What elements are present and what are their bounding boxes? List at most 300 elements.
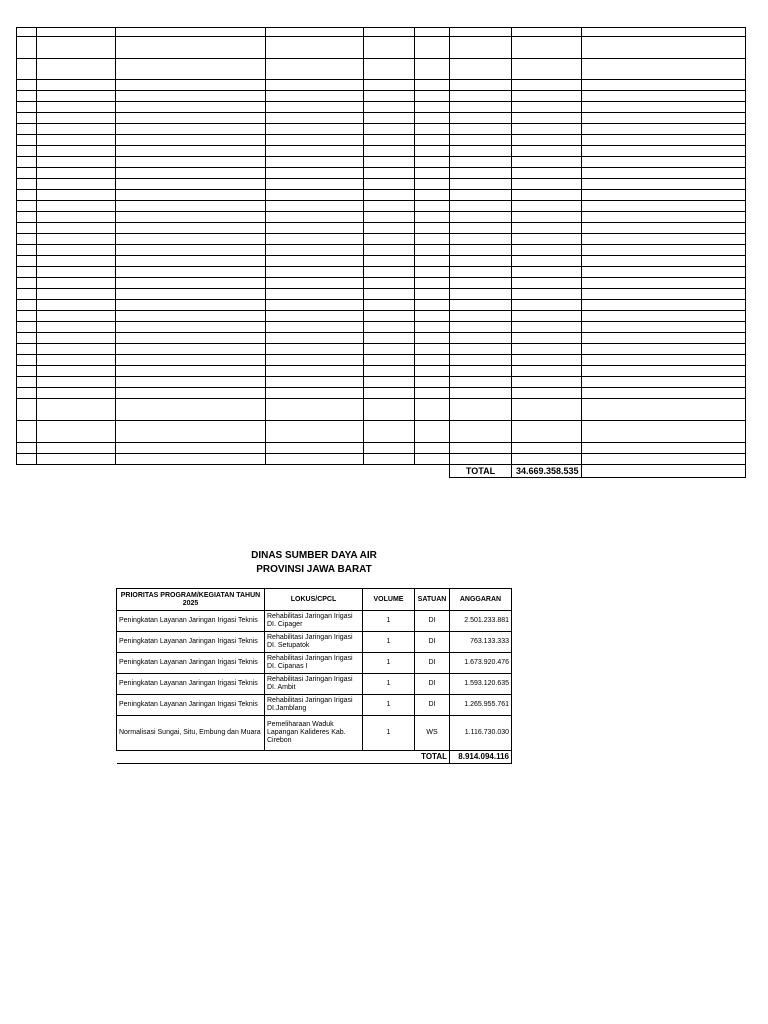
grid-cell [415, 322, 450, 333]
grid-cell [37, 355, 116, 366]
grid-cell [116, 201, 266, 212]
grid-cell [582, 377, 746, 388]
grid-cell [116, 366, 266, 377]
total-spacer [117, 751, 265, 764]
grid-cell [116, 91, 266, 102]
grid-cell [415, 28, 450, 37]
grid-cell [582, 37, 746, 59]
grid-row [17, 201, 746, 212]
grid-cell [364, 300, 415, 311]
grid-cell [582, 454, 746, 465]
grid-cell [116, 190, 266, 201]
grid-cell [450, 113, 512, 124]
grid-cell [37, 234, 116, 245]
grid-cell [415, 366, 450, 377]
grid-cell [582, 256, 746, 267]
grid-cell [364, 157, 415, 168]
grid-cell [364, 223, 415, 234]
grid-cell [450, 124, 512, 135]
grid-cell [17, 399, 37, 421]
grid-cell [17, 333, 37, 344]
satuan-cell: DI [415, 674, 450, 695]
header-lokus: LOKUS/CPCL [265, 589, 363, 611]
grid-cell [512, 377, 582, 388]
volume-cell: 1 [363, 716, 415, 751]
grid-cell [17, 212, 37, 223]
grid-cell [364, 366, 415, 377]
grid-cell [266, 212, 364, 223]
grid-cell [116, 267, 266, 278]
grid-cell [582, 245, 746, 256]
grid-cell [37, 135, 116, 146]
grid-cell [266, 146, 364, 157]
grid-cell [17, 179, 37, 190]
grid-cell [116, 322, 266, 333]
grid-cell [415, 344, 450, 355]
grid-cell [512, 366, 582, 377]
grid-cell [415, 59, 450, 80]
grid-cell [364, 91, 415, 102]
grid-cell [17, 355, 37, 366]
satuan-cell: DI [415, 653, 450, 674]
grid-cell [582, 179, 746, 190]
grid-row [17, 113, 746, 124]
grid-cell [450, 355, 512, 366]
lokus-cell: Rehabilitasi Jaringan Irigasi DI. Ambit [265, 674, 363, 695]
grid-row [17, 267, 746, 278]
total-spacer [363, 751, 415, 764]
total-spacer [266, 465, 364, 478]
grid-cell [512, 124, 582, 135]
grid-row [17, 80, 746, 91]
grid-cell [266, 388, 364, 399]
grid-cell [582, 146, 746, 157]
satuan-cell: DI [415, 695, 450, 716]
grid-row [17, 333, 746, 344]
grid-cell [364, 421, 415, 443]
grid-cell [450, 366, 512, 377]
header-program: PRIORITAS PROGRAM/KEGIATAN TAHUN 2025 [117, 589, 265, 611]
program-cell: Peningkatan Layanan Jaringan Irigasi Teknis [117, 674, 265, 695]
grid-cell [450, 102, 512, 113]
grid-cell [266, 157, 364, 168]
grid-row [17, 278, 746, 289]
grid-row [17, 344, 746, 355]
grid-cell [512, 168, 582, 179]
grid-cell [450, 399, 512, 421]
grid-cell [266, 245, 364, 256]
grid-cell [450, 256, 512, 267]
upper-grid-table [16, 27, 746, 478]
grid-cell [415, 388, 450, 399]
upper-total-label: TOTAL [450, 465, 512, 478]
grid-cell [450, 421, 512, 443]
grid-cell [116, 168, 266, 179]
grid-row [17, 91, 746, 102]
grid-cell [582, 355, 746, 366]
grid-cell [364, 333, 415, 344]
grid-cell [266, 223, 364, 234]
grid-cell [364, 146, 415, 157]
grid-cell [17, 256, 37, 267]
grid-cell [37, 201, 116, 212]
grid-cell [37, 190, 116, 201]
grid-cell [512, 201, 582, 212]
grid-cell [415, 311, 450, 322]
grid-cell [415, 179, 450, 190]
grid-cell [512, 289, 582, 300]
agency-name-heading: DINAS SUMBER DAYA AIR [251, 550, 377, 561]
grid-row [17, 399, 746, 421]
grid-cell [116, 124, 266, 135]
grid-cell [364, 168, 415, 179]
grid-cell [450, 168, 512, 179]
grid-cell [415, 223, 450, 234]
grid-cell [37, 113, 116, 124]
grid-cell [17, 322, 37, 333]
grid-row [17, 454, 746, 465]
grid-cell [116, 223, 266, 234]
grid-cell [17, 388, 37, 399]
grid-cell [266, 300, 364, 311]
grid-cell [415, 399, 450, 421]
total-spacer [116, 465, 266, 478]
grid-cell [450, 146, 512, 157]
grid-row [17, 366, 746, 377]
grid-cell [512, 399, 582, 421]
grid-cell [116, 113, 266, 124]
grid-cell [266, 322, 364, 333]
grid-cell [266, 399, 364, 421]
grid-cell [37, 245, 116, 256]
grid-cell [116, 80, 266, 91]
grid-row [17, 289, 746, 300]
table-row [117, 674, 512, 695]
grid-cell [415, 289, 450, 300]
grid-cell [17, 223, 37, 234]
grid-cell [17, 124, 37, 135]
grid-cell [512, 135, 582, 146]
grid-cell [266, 190, 364, 201]
grid-cell [364, 355, 415, 366]
grid-cell [17, 91, 37, 102]
grid-cell [450, 377, 512, 388]
program-cell: Peningkatan Layanan Jaringan Irigasi Teknis [117, 632, 265, 653]
grid-cell [450, 234, 512, 245]
grid-cell [37, 124, 116, 135]
table-row [117, 653, 512, 674]
grid-cell [37, 179, 116, 190]
grid-cell [364, 322, 415, 333]
grid-cell [415, 157, 450, 168]
grid-cell [415, 37, 450, 59]
grid-cell [37, 256, 116, 267]
budget-total-row [117, 751, 512, 764]
grid-cell [266, 102, 364, 113]
grid-cell [512, 311, 582, 322]
grid-cell [17, 28, 37, 37]
grid-cell [512, 37, 582, 59]
grid-cell [450, 135, 512, 146]
grid-cell [116, 37, 266, 59]
header-volume: VOLUME [363, 589, 415, 611]
program-cell: Peningkatan Layanan Jaringan Irigasi Teknis [117, 695, 265, 716]
grid-cell [37, 223, 116, 234]
grid-cell [17, 300, 37, 311]
grid-cell [37, 421, 116, 443]
grid-cell [582, 311, 746, 322]
grid-cell [266, 135, 364, 146]
grid-cell [37, 37, 116, 59]
grid-cell [364, 344, 415, 355]
grid-cell [17, 278, 37, 289]
grid-cell [266, 256, 364, 267]
grid-cell [582, 421, 746, 443]
grid-cell [512, 59, 582, 80]
grid-cell [364, 256, 415, 267]
grid-cell [17, 80, 37, 91]
grid-cell [17, 135, 37, 146]
grid-row [17, 146, 746, 157]
grid-row [17, 223, 746, 234]
grid-cell [512, 443, 582, 454]
grid-cell [582, 168, 746, 179]
grid-cell [116, 355, 266, 366]
upper-total-row [17, 465, 746, 478]
grid-row [17, 322, 746, 333]
table-row [117, 611, 512, 632]
grid-cell [266, 311, 364, 322]
grid-cell [415, 278, 450, 289]
grid-cell [450, 289, 512, 300]
grid-cell [116, 212, 266, 223]
grid-cell [266, 234, 364, 245]
grid-cell [364, 245, 415, 256]
grid-cell [364, 454, 415, 465]
grid-cell [17, 113, 37, 124]
grid-cell [266, 37, 364, 59]
grid-cell [450, 333, 512, 344]
grid-cell [37, 289, 116, 300]
grid-cell [450, 300, 512, 311]
grid-row [17, 190, 746, 201]
grid-cell [582, 28, 746, 37]
grid-cell [364, 443, 415, 454]
grid-cell [116, 146, 266, 157]
grid-row [17, 443, 746, 454]
grid-cell [415, 190, 450, 201]
grid-cell [364, 201, 415, 212]
grid-cell [17, 102, 37, 113]
total-spacer [37, 465, 116, 478]
grid-cell [17, 201, 37, 212]
grid-cell [266, 333, 364, 344]
grid-cell [37, 278, 116, 289]
grid-cell [17, 344, 37, 355]
satuan-cell: DI [415, 632, 450, 653]
grid-cell [116, 289, 266, 300]
grid-cell [266, 168, 364, 179]
grid-cell [17, 157, 37, 168]
grid-cell [364, 135, 415, 146]
budget-table-header-row [117, 589, 512, 611]
grid-cell [450, 179, 512, 190]
lokus-cell: Rehabilitasi Jaringan Irigasi DI.Jamblang [265, 695, 363, 716]
grid-row [17, 59, 746, 80]
grid-cell [37, 91, 116, 102]
grid-cell [364, 399, 415, 421]
grid-cell [37, 443, 116, 454]
grid-cell [512, 421, 582, 443]
grid-cell [37, 28, 116, 37]
grid-cell [266, 443, 364, 454]
grid-row [17, 355, 746, 366]
grid-cell [512, 300, 582, 311]
grid-cell [415, 355, 450, 366]
program-cell: Peningkatan Layanan Jaringan Irigasi Teknis [117, 611, 265, 632]
grid-cell [37, 377, 116, 388]
grid-cell [17, 311, 37, 322]
total-spacer [265, 751, 363, 764]
total-spacer [17, 465, 37, 478]
grid-cell [512, 212, 582, 223]
grid-cell [450, 454, 512, 465]
anggaran-cell: 763.133.333 [450, 632, 512, 653]
grid-cell [266, 454, 364, 465]
grid-cell [512, 28, 582, 37]
anggaran-cell: 1.593.120.635 [450, 674, 512, 695]
grid-cell [37, 333, 116, 344]
grid-cell [512, 322, 582, 333]
grid-cell [512, 344, 582, 355]
grid-row [17, 421, 746, 443]
grid-cell [266, 28, 364, 37]
lokus-cell: Rehabilitasi Jaringan Irigasi DI. Setupatok [265, 632, 363, 653]
grid-cell [37, 454, 116, 465]
grid-cell [266, 59, 364, 80]
grid-cell [266, 80, 364, 91]
grid-cell [512, 102, 582, 113]
grid-cell [415, 267, 450, 278]
satuan-cell: WS [415, 716, 450, 751]
grid-cell [450, 344, 512, 355]
grid-row [17, 212, 746, 223]
grid-cell [17, 234, 37, 245]
grid-cell [266, 355, 364, 366]
grid-cell [116, 399, 266, 421]
program-cell: Peningkatan Layanan Jaringan Irigasi Teknis [117, 653, 265, 674]
grid-cell [450, 311, 512, 322]
grid-cell [582, 300, 746, 311]
lokus-cell: Rehabilitasi Jaringan Irigasi DI. Cipanas I [265, 653, 363, 674]
grid-cell [116, 421, 266, 443]
grid-cell [582, 267, 746, 278]
grid-cell [116, 135, 266, 146]
grid-row [17, 245, 746, 256]
province-heading: PROVINSI JAWA BARAT [256, 564, 372, 575]
grid-cell [512, 388, 582, 399]
grid-cell [415, 135, 450, 146]
budget-total-value: 8.914.094.116 [450, 751, 512, 764]
grid-cell [17, 168, 37, 179]
grid-cell [415, 256, 450, 267]
total-spacer [415, 465, 450, 478]
volume-cell: 1 [363, 653, 415, 674]
grid-cell [582, 59, 746, 80]
grid-row [17, 300, 746, 311]
grid-cell [450, 37, 512, 59]
grid-cell [17, 289, 37, 300]
table-row [117, 632, 512, 653]
grid-row [17, 311, 746, 322]
grid-cell [116, 278, 266, 289]
grid-cell [116, 28, 266, 37]
program-cell: Normalisasi Sungai, Situ, Embung dan Muara [117, 716, 265, 751]
grid-cell [415, 421, 450, 443]
grid-cell [17, 443, 37, 454]
grid-cell [17, 37, 37, 59]
grid-cell [450, 91, 512, 102]
grid-cell [582, 157, 746, 168]
grid-cell [450, 322, 512, 333]
grid-cell [116, 388, 266, 399]
grid-cell [37, 399, 116, 421]
grid-cell [415, 234, 450, 245]
grid-row [17, 388, 746, 399]
grid-cell [17, 377, 37, 388]
grid-cell [415, 146, 450, 157]
grid-cell [582, 399, 746, 421]
grid-cell [450, 190, 512, 201]
grid-cell [582, 278, 746, 289]
grid-cell [266, 421, 364, 443]
grid-cell [364, 113, 415, 124]
grid-cell [450, 278, 512, 289]
grid-cell [582, 212, 746, 223]
grid-cell [266, 113, 364, 124]
anggaran-cell: 2.501.233.881 [450, 611, 512, 632]
grid-cell [415, 300, 450, 311]
grid-row [17, 256, 746, 267]
grid-cell [364, 278, 415, 289]
grid-cell [512, 355, 582, 366]
grid-cell [116, 443, 266, 454]
grid-cell [450, 59, 512, 80]
grid-cell [582, 102, 746, 113]
grid-cell [37, 267, 116, 278]
volume-cell: 1 [363, 632, 415, 653]
grid-row [17, 234, 746, 245]
grid-row [17, 157, 746, 168]
grid-cell [415, 333, 450, 344]
budget-table [116, 588, 512, 764]
volume-cell: 1 [363, 674, 415, 695]
grid-cell [37, 344, 116, 355]
budget-total-label: TOTAL [415, 751, 450, 764]
grid-cell [364, 388, 415, 399]
grid-cell [582, 322, 746, 333]
grid-cell [582, 366, 746, 377]
grid-row [17, 377, 746, 388]
grid-cell [450, 80, 512, 91]
satuan-cell: DI [415, 611, 450, 632]
grid-cell [450, 157, 512, 168]
upper-total-blank [582, 465, 746, 478]
grid-cell [512, 157, 582, 168]
grid-cell [364, 102, 415, 113]
grid-cell [582, 443, 746, 454]
grid-cell [450, 28, 512, 37]
